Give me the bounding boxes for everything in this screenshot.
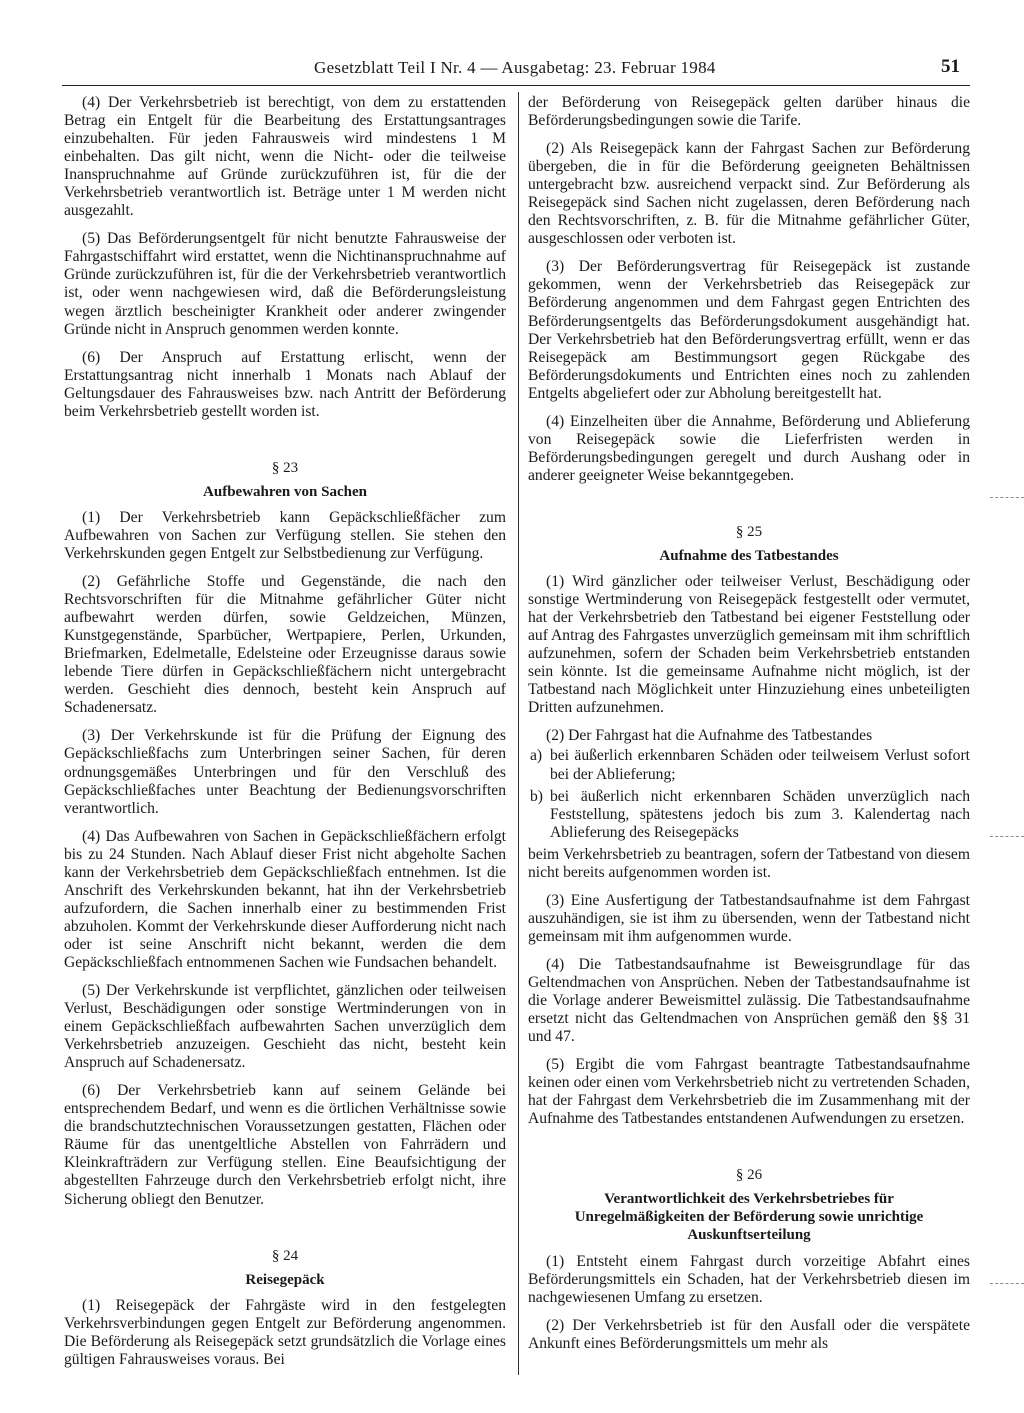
paragraph-22-5: (5) Das Beförderungsentgelt für nicht benutzte Fahrausweise der Fahrgastschiffahrt wird erstattet, wenn die Nichtinanspruchnahme auf Gründe zurückzuführen ist, für die der Verkehrsbetrieb verantwortlich ist, oder wenn nachgewiesen wird, daß die Beförderungsleistung wegen ärztlich bescheinigter Krankheit oder anderer zwingender Gründe nicht in Anspruch genommen werden konnte.: [64, 230, 506, 338]
paragraph-25-2-end: beim Verkehrsbetrieb zu beantragen, sofern der Tatbestand von diesem nicht bereits aufgenommen worden ist.: [528, 845, 970, 881]
paragraph-24-3: (3) Der Beförderungsvertrag für Reisegepäck ist zustande gekommen, wenn der Verkehrsbetrieb das Reisegepäck zur Beförderung angenommen und dem Fahrgast gegen Entrichten des Beförderungsentgelts das Beförderungsdokument ausgehändigt hat. Der Verkehrsbetrieb hat den Beförderungsvertrag erfüllt, wenn er das Reisegepäck am Bestimmungsort gegen Rückgabe des Beförderungsdokuments und Entrichten eines noch zu zahlenden Entgelts abgeliefert oder zur Abholung bereitgestellt hat.: [528, 258, 970, 402]
paragraph-23-4: (4) Das Aufbewahren von Sachen in Gepäckschließfächern erfolgt bis zu 24 Stunden. Nach Ablauf dieser Frist nicht abgeholte Sachen kann der Verkehrsbetrieb dem Gepäckschließfach entnehmen. Ist die Anschrift des Verkehrskunden bekannt, hat ihn der Verkehrsbetrieb aufzufordern, die Sachen innerhalb einer zu bestimmenden Frist abzuholen. Kommt der Verkehrskunde dieser Aufforderung nicht nach oder ist seine Anschrift nicht bekannt, werden die dem Gepäckschließfach entnommenen Sachen wie Fundsachen behandelt.: [64, 827, 506, 971]
page-header: [62, 52, 970, 86]
paragraph-24-4: (4) Einzelheiten über die Annahme, Beförderung und Ablieferung von Reisegepäck sowie die Lieferfristen werden in Beförderungsbedingungen geregelt und durch Aushang oder in anderer geeigneter Weise bekanntgegeben.: [528, 412, 970, 484]
paragraph-23-1: (1) Der Verkehrsbetrieb kann Gepäckschließfächer zum Aufbewahren von Sachen zur Verfügung stellen. Sie stehen den Verkehrskunden gegen Entgelt zur Selbstbedienung zur Verfügung.: [64, 508, 506, 562]
paragraph-25-2: (2) Der Fahrgast hat die Aufnahme des Tatbestandes: [546, 727, 873, 745]
section-24-title: Reisegepäck: [245, 1271, 325, 1288]
header-rule: [62, 85, 970, 86]
list-item-a-label: a): [530, 747, 543, 765]
list-item-b-label: b): [530, 787, 543, 805]
paragraph-23-3: (3) Der Verkehrskunde ist für die Prüfung der Eignung des Gepäckschließfachs zum Unterbringen seiner Sachen, für deren ordnungsgemäßes Unterbringen und für den Verschluß des Gepäckschließfaches unter Beachtung der Bedienungsvorschriften verantwortlich.: [64, 727, 506, 817]
paragraph-23-2: (2) Gefährliche Stoffe und Gegenstände, die nach den Rechtsvorschriften für die Mitnahme gefährlicher Güter nicht aufbewahrt werden dürfen, sowie Geldzeichen, Münzen, Kunstgegenstände, Sparbücher, Wertpapiere, Perlen, Urkunden, Briefmarken, Edelmetalle, Edelsteine oder Erzeugnisse daraus sowie lebende Tiere dürfen in Gepäckschließfächern nicht untergebracht werden. Geschieht dies dennoch, besteht kein Anspruch auf Schadenersatz.: [64, 573, 506, 717]
section-25-number: § 25: [735, 523, 763, 540]
paragraph-25-3: (3) Eine Ausfertigung der Tatbestandsaufnahme ist dem Fahrgast auszuhändigen, sie ist ihm zu übersenden, wenn der Tatbestand nicht gemeinsam mit ihm aufgenommen wurde.: [528, 891, 970, 945]
paragraph-22-6: (6) Der Anspruch auf Erstattung erlischt, wenn der Erstattungsantrag nicht innerhalb 1 Monats nach Ablauf der Geltungsdauer des Fahrausweises bzw. nach Antritt der Beförderung beim Verkehrsbetrieb gestellt worden ist.: [64, 348, 506, 420]
paragraph-22-4: (4) Der Verkehrsbetrieb ist berechtigt, von dem zu erstattenden Betrag ein Entgelt für die Bearbeitung des Erstattungsantrages einzubehalten. Für jeden Fahrausweis wird mindestens 1 M einbehalten. Das gilt nicht, wenn die Nicht- oder die teilweise Inanspruchnahme auf Gründe zurückzuführen ist, für die der Verkehrsbetrieb verantwortlich ist. Beträge unter 1 M werden nicht ausgezahlt.: [64, 94, 506, 220]
list-item-b-text: bei äußerlich nicht erkennbaren Schäden unverzüglich nach Feststellung, spätestens jedoch bis zum 3. Kalendertag nach Ablieferung des Reisegepäcks: [550, 787, 970, 841]
list-item-a: [528, 747, 970, 783]
margin-mark: [990, 497, 1024, 499]
section-24-number: § 24: [271, 1247, 299, 1264]
list-item-b: [528, 788, 970, 842]
section-25-title: Aufnahme des Tatbestandes: [659, 547, 839, 564]
margin-mark: [990, 836, 1024, 838]
paragraph-24-1: (1) Reisegepäck der Fahrgäste wird in den festgelegten Verkehrsverbindungen gegen Entgelt zur Beförderung angenommen. Die Beförderung als Reisegepäck setzt grundsätzlich die Vorlage eines gültigen Fahrausweises voraus. Bei: [64, 1296, 506, 1368]
right-column: [528, 94, 970, 1363]
paragraph-25-5: (5) Ergibt die vom Fahrgast beantragte Tatbestandsaufnahme keinen oder einen vom Verkehrsbetrieb nicht zu vertretenden Schaden, hat der Fahrgast dem Verkehrsbetrieb die im Zusammenhang mit der Aufnahme des Tatbestandes entstandenen Aufwendungen zu ersetzen.: [528, 1056, 970, 1128]
paragraph-24-2: (2) Als Reisegepäck kann der Fahrgast Sachen zur Beförderung übergeben, die in für die Beförderung geeigneten Behältnissen untergebracht bzw. ausreichend verpackt sind. Zur Beförderung als Reisegepäck sind Sachen nicht zugelassen, deren Beförderung nach den Rechtsvorschriften, z. B. für die Mitnahme gefährlicher Güter, ausgeschlossen oder verboten ist.: [528, 140, 970, 248]
paragraph-24-1-continued: der Beförderung von Reisegepäck gelten darüber hinaus die Beförderungsbedingungen sowie die Tarife.: [528, 94, 970, 130]
paragraph-26-1: (1) Entsteht einem Fahrgast durch vorzeitige Abfahrt eines Beförderungsmittels ein Schaden, hat der Verkehrsbetrieb diesen im nachgewiesenen Umfang zu ersetzen.: [528, 1252, 970, 1306]
paragraph-23-5: (5) Der Verkehrskunde ist verpflichtet, gänzlichen oder teilweisen Verlust, Beschädigungen oder sonstige Wertminderungen von in einem Gepäckschließfach aufbewahrten Sachen unverzüglich dem Verkehrsbetrieb anzuzeigen. Geschieht das nicht, besteht kein Anspruch auf Schadenersatz.: [64, 982, 506, 1072]
section-23-number: § 23: [271, 459, 299, 476]
margin-mark: [990, 1283, 1024, 1285]
paragraph-23-6: (6) Der Verkehrsbetrieb kann auf seinem Gelände bei entsprechendem Bedarf, und wenn es die örtlichen Verhältnisse sowie die brandschutztechnischen Voraussetzungen gestatten, Flächen oder Räume für das unentgeltliche Abstellen von Fahrrädern und Kleinkrafträdern zur Verfügung stellen. Eine Beaufsichtigung der abgestellten Fahrzeuge durch den Verkehrsbetrieb erfolgt nicht, ihre Sicherung obliegt den Benutzer.: [64, 1082, 506, 1208]
header-title: Gesetzblatt Teil I Nr. 4 — Ausgabetag: 23. Februar 1984: [314, 58, 716, 77]
left-column: [64, 94, 506, 1379]
page-number: 51: [941, 56, 960, 77]
column-divider: [518, 92, 519, 1375]
section-26-title: Verantwortlichkeit des Verkehrsbetriebes für Unregelmäßigkeiten der Beförderung sowie unrichtige Auskunftserteilung: [574, 1191, 924, 1244]
section-26-number: § 26: [735, 1167, 763, 1184]
section-23-title: Aufbewahren von Sachen: [203, 483, 367, 500]
paragraph-25-1: (1) Wird gänzlicher oder teilweiser Verlust, Beschädigung oder sonstige Wertminderung von Reisegepäck festgestellt oder vermutet, hat der Verkehrsbetrieb den Tatbestand bei eigener Feststellung oder auf Antrag des Fahrgastes unverzüglich gemeinsam mit ihm schriftlich aufzunehmen, sofern der Schaden beim Verkehrsbetrieb entstanden sein könnte. Ist die gemeinsame Aufnahme nicht möglich, ist der Tatbestand nach Möglichkeit unter Hinzuziehung eines unbeteiligten Dritten aufzunehmen.: [528, 573, 970, 717]
paragraph-26-2: (2) Der Verkehrsbetrieb ist für den Ausfall oder die verspätete Ankunft eines Beförderungsmittels um mehr als: [528, 1316, 970, 1352]
paragraph-25-4: (4) Die Tatbestandsaufnahme ist Beweisgrundlage für das Geltendmachen von Ansprüchen. Neben der Tatbestandsaufnahme ist die Vorlage anderer Beweismittel zulässig. Die Tatbestandsaufnahme ersetzt nicht das Geltendmachen von Ansprüchen gemäß den §§ 31 und 47.: [528, 955, 970, 1046]
list-item-a-text: bei äußerlich erkennbaren Schäden oder teilweisem Verlust sofort bei der Ablieferung;: [550, 747, 970, 783]
